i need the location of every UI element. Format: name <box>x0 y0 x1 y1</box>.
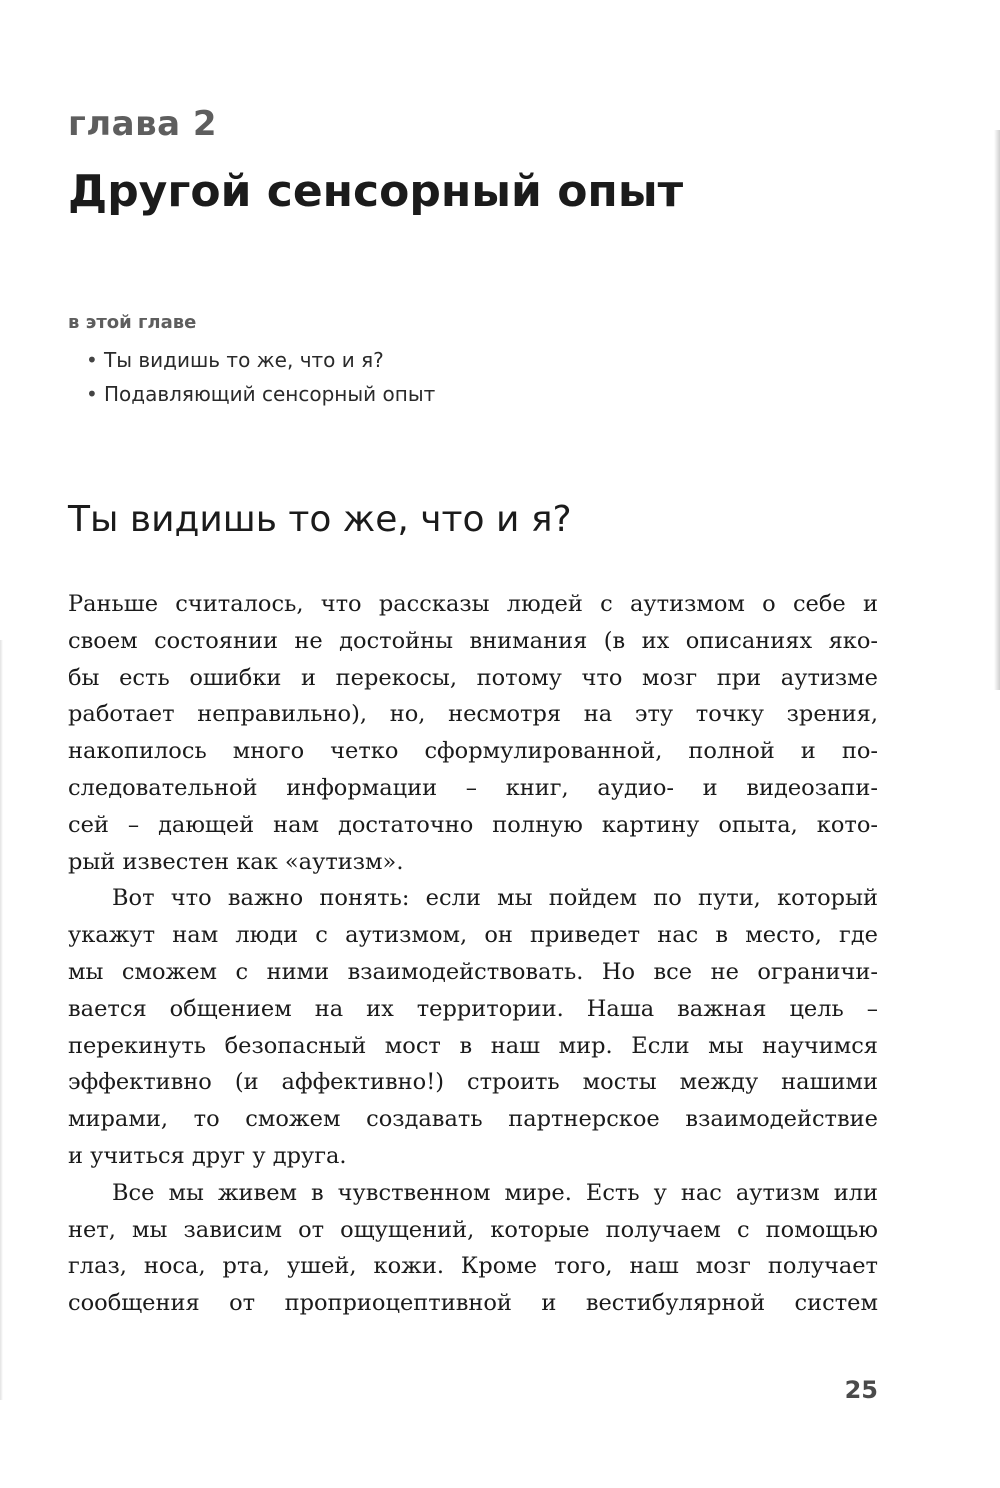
text-line: работает неправильно), но, несмотря на эту точку зрения, <box>68 701 878 728</box>
contents-item <box>86 377 888 411</box>
text-line: сообщения от проприоцептивной и вестибулярной систем <box>68 1290 878 1317</box>
body-text <box>68 586 878 1322</box>
text-line: мирами, то сможем создавать партнерское взаимодействие <box>68 1106 878 1133</box>
text-line: Вот что важно понять: если мы пойдем по пути, который <box>112 885 878 912</box>
page-edge-shadow-left <box>0 640 3 1400</box>
paragraph <box>68 1175 878 1322</box>
text-line: накопилось много четко сформулированной, полной и по- <box>68 738 878 765</box>
paragraph <box>68 880 878 1174</box>
text-line: вается общением на их территории. Наша важная цель – <box>68 995 878 1022</box>
text-line: перекинуть безопасный мост в наш мир. Если мы научимся <box>68 1032 878 1059</box>
paragraph <box>68 586 878 880</box>
text-line: бы есть ошибки и перекосы, потому что мозг при аутизме <box>68 664 878 691</box>
text-line: мы сможем с ними взаимодействовать. Но все не ограничи- <box>68 958 878 985</box>
page-number: 25 <box>844 1376 878 1404</box>
contents-item-label: Ты видишь то же, что и я? <box>104 348 384 372</box>
text-line: Все мы живем в чувственном мире. Есть у нас аутизм или <box>112 1179 878 1206</box>
chapter-contents <box>68 309 888 411</box>
contents-item-label: Подавляющий сенсорный опыт <box>104 382 436 406</box>
section-title: Ты видишь то же, что и я? <box>68 499 572 540</box>
text-line: глаз, носа, рта, ушей, кожи. Кроме того, наш мозг получает <box>68 1253 878 1280</box>
contents-item <box>86 343 888 377</box>
text-line: своем состоянии не достойны внимания (в их описаниях яко- <box>68 627 878 654</box>
text-line: Раньше считалось, что рассказы людей с аутизмом о себе и <box>68 591 878 617</box>
page-edge-shadow-right <box>994 130 1000 690</box>
text-line: рый известен как «аутизм». <box>68 848 404 875</box>
chapter-label: глава 2 <box>68 104 218 144</box>
text-line: укажут нам люди с аутизмом, он приведет нас в место, где <box>68 922 878 949</box>
text-line: нет, мы зависим от ощущений, которые получаем с помощью <box>68 1216 878 1243</box>
text-line: следовательной информации – книг, аудио- и видеозапи- <box>68 774 878 801</box>
text-line: и учиться друг у друга. <box>68 1142 347 1169</box>
chapter-contents-list <box>68 343 888 411</box>
chapter-contents-heading: в этой главе <box>68 312 197 333</box>
bullet-icon: • <box>86 382 98 406</box>
text-line: эффективно (и аффективно!) строить мосты между нашими <box>68 1069 878 1096</box>
text-line: сей – дающей нам достаточно полную картину опыта, кото- <box>68 811 878 838</box>
chapter-title: Другой сенсорный опыт <box>68 166 684 217</box>
bullet-icon: • <box>86 348 98 372</box>
